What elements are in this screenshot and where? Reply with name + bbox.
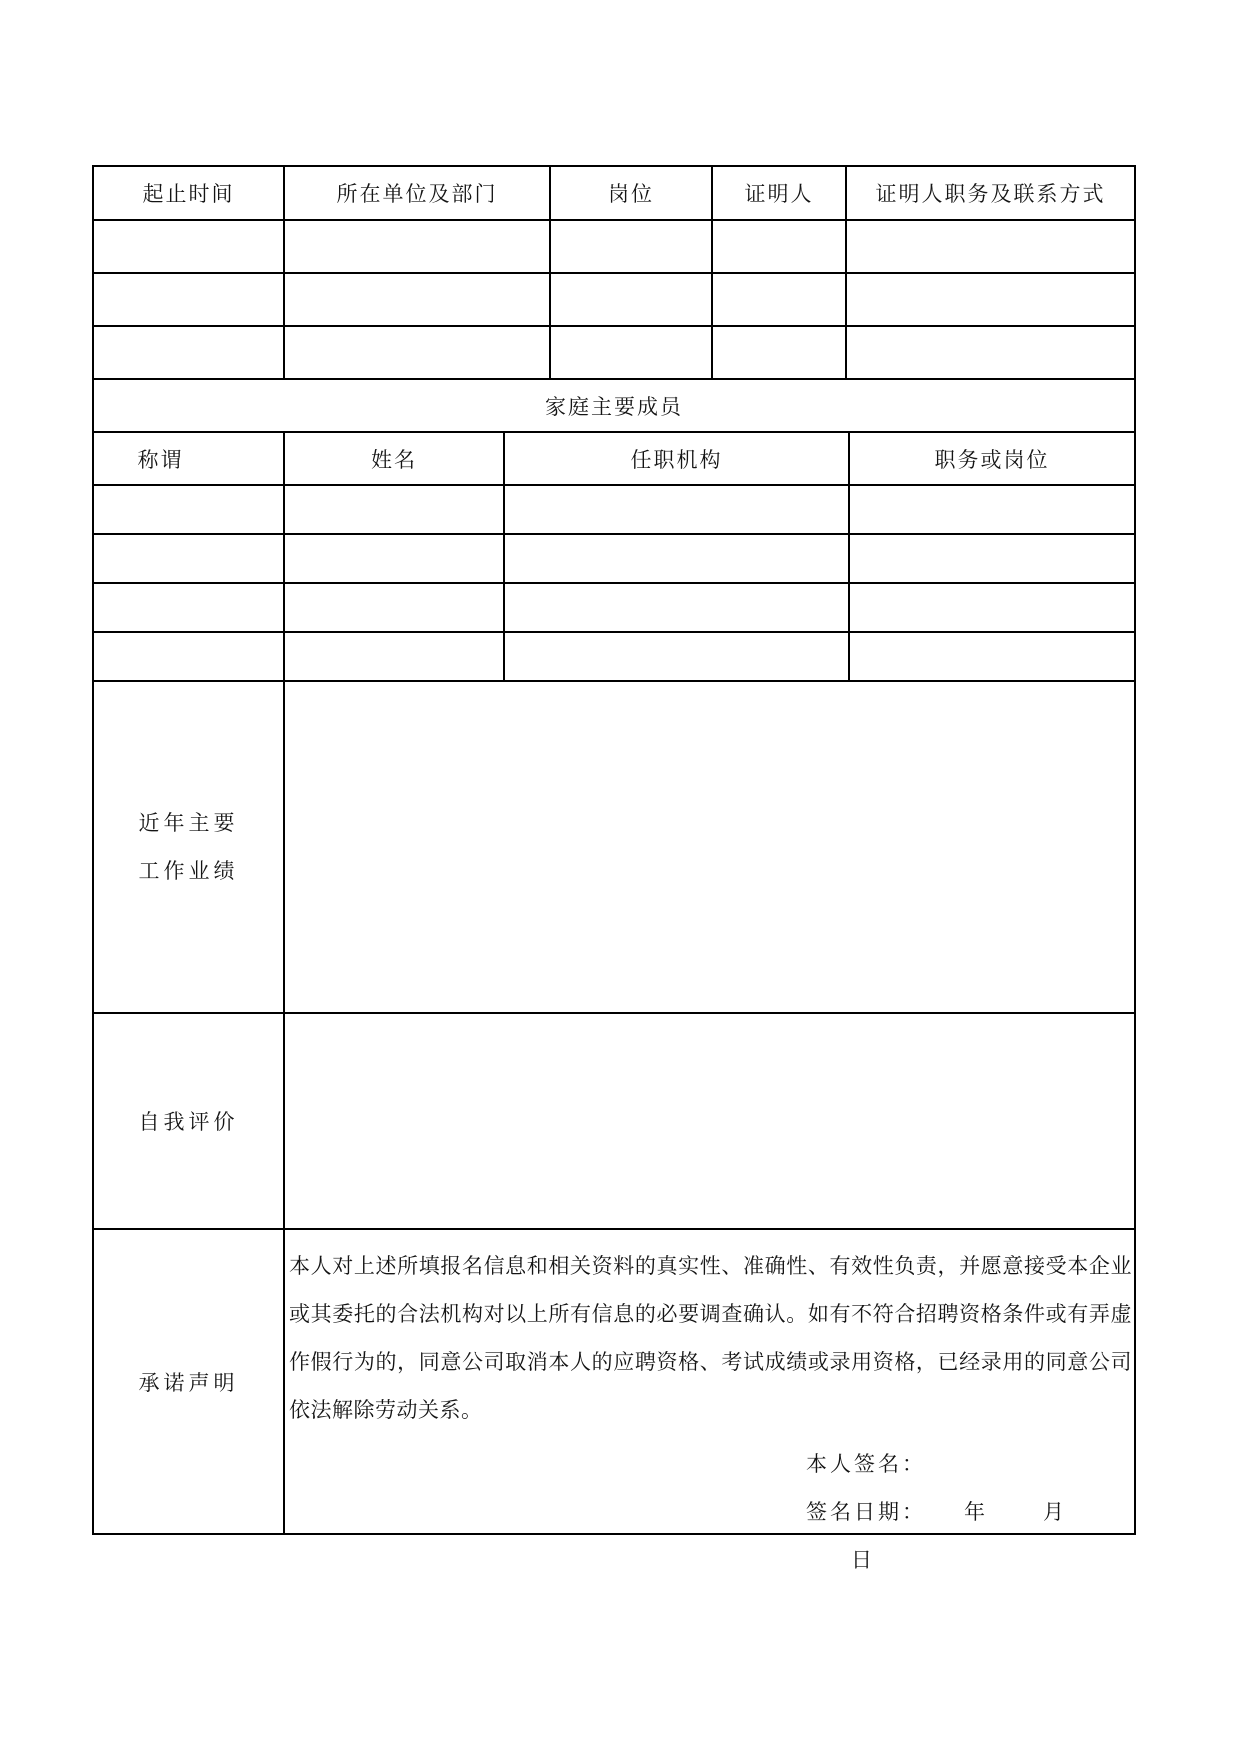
family-member-row xyxy=(94,584,1134,633)
signature-date-line[interactable] xyxy=(806,1488,1132,1584)
relation-field[interactable] xyxy=(94,633,285,680)
header-reference-person: 证明人 xyxy=(713,167,847,219)
month-label: 月 xyxy=(1043,1500,1067,1524)
achievements-label-line2: 工作业绩 xyxy=(138,859,239,883)
family-member-row xyxy=(94,535,1134,584)
achievements-content-field[interactable] xyxy=(285,682,1134,1012)
self-evaluation-content-field[interactable] xyxy=(285,1014,1134,1228)
position-field[interactable] xyxy=(551,274,713,325)
signature-block xyxy=(289,1440,1132,1584)
family-section-title: 家庭主要成员 xyxy=(545,394,683,419)
duty-or-position-field[interactable] xyxy=(850,584,1134,631)
achievements-label xyxy=(94,682,285,1012)
reference-person-field[interactable] xyxy=(713,221,847,272)
employer-organization-field[interactable] xyxy=(505,584,850,631)
name-field[interactable] xyxy=(285,633,505,680)
header-unit-department: 所在单位及部门 xyxy=(285,167,551,219)
name-field[interactable] xyxy=(285,486,505,533)
name-field[interactable] xyxy=(285,535,505,582)
relation-field[interactable] xyxy=(94,584,285,631)
declaration-label: 承诺声明 xyxy=(94,1230,285,1533)
signature-line[interactable] xyxy=(806,1440,1132,1488)
start-end-time-field[interactable] xyxy=(94,221,285,272)
header-start-end-time: 起止时间 xyxy=(94,167,285,219)
self-evaluation-row xyxy=(94,1014,1134,1230)
achievements-row xyxy=(94,682,1134,1014)
declaration-row xyxy=(94,1230,1134,1572)
name-field[interactable] xyxy=(285,584,505,631)
header-duty-or-position: 职务或岗位 xyxy=(934,447,1050,472)
duty-or-position-field[interactable] xyxy=(850,633,1134,680)
header-employer-organization: 任职机构 xyxy=(505,433,850,484)
duty-or-position-field[interactable] xyxy=(850,486,1134,533)
work-history-row xyxy=(94,274,1134,327)
declaration-statement: 本人对上述所填报名信息和相关资料的真实性、准确性、有效性负责，并愿意接受本企业或其委托的合法机构对以上所有信息的必要调查确认。如有不符合招聘资格条件或有弄虚作假行为的，同意公司取消本人的应聘资格、考试成绩或录用资格，已经录用的同意公司依法解除劳动关系。 xyxy=(289,1254,1132,1422)
duty-or-position-field[interactable] xyxy=(850,535,1134,582)
unit-department-field[interactable] xyxy=(285,221,551,272)
date-label: 签名日期： xyxy=(806,1500,926,1524)
reference-person-field[interactable] xyxy=(713,327,847,378)
reference-person-field[interactable] xyxy=(713,274,847,325)
family-header-row xyxy=(94,433,1134,486)
signature-label: 本人签名： xyxy=(806,1452,926,1476)
day-label: 日 xyxy=(851,1548,875,1572)
start-end-time-field[interactable] xyxy=(94,327,285,378)
self-evaluation-label: 自我评价 xyxy=(94,1014,285,1228)
unit-department-field[interactable] xyxy=(285,274,551,325)
year-label: 年 xyxy=(964,1500,988,1524)
reference-title-contact-field[interactable] xyxy=(847,221,1134,272)
declaration-content xyxy=(285,1230,1134,1572)
achievements-label-line1: 近年主要 xyxy=(138,811,239,835)
relation-field[interactable] xyxy=(94,535,285,582)
work-history-row xyxy=(94,327,1134,380)
work-history-header-row xyxy=(94,167,1134,221)
family-member-row xyxy=(94,486,1134,535)
unit-department-field[interactable] xyxy=(285,327,551,378)
employer-organization-field[interactable] xyxy=(505,633,850,680)
family-member-row xyxy=(94,633,1134,682)
reference-title-contact-field[interactable] xyxy=(847,327,1134,378)
position-field[interactable] xyxy=(551,327,713,378)
reference-title-contact-field[interactable] xyxy=(847,274,1134,325)
header-position: 岗位 xyxy=(551,167,713,219)
relation-field[interactable] xyxy=(94,486,285,533)
position-field[interactable] xyxy=(551,221,713,272)
application-form-table xyxy=(92,165,1136,1572)
work-history-row xyxy=(94,221,1134,274)
header-reference-title-contact: 证明人职务及联系方式 xyxy=(875,182,1106,206)
employer-organization-field[interactable] xyxy=(505,535,850,582)
header-name: 姓名 xyxy=(285,433,505,484)
header-relation: 称谓 xyxy=(94,433,285,484)
start-end-time-field[interactable] xyxy=(94,274,285,325)
employer-organization-field[interactable] xyxy=(505,486,850,533)
family-section-title-row xyxy=(94,380,1134,433)
